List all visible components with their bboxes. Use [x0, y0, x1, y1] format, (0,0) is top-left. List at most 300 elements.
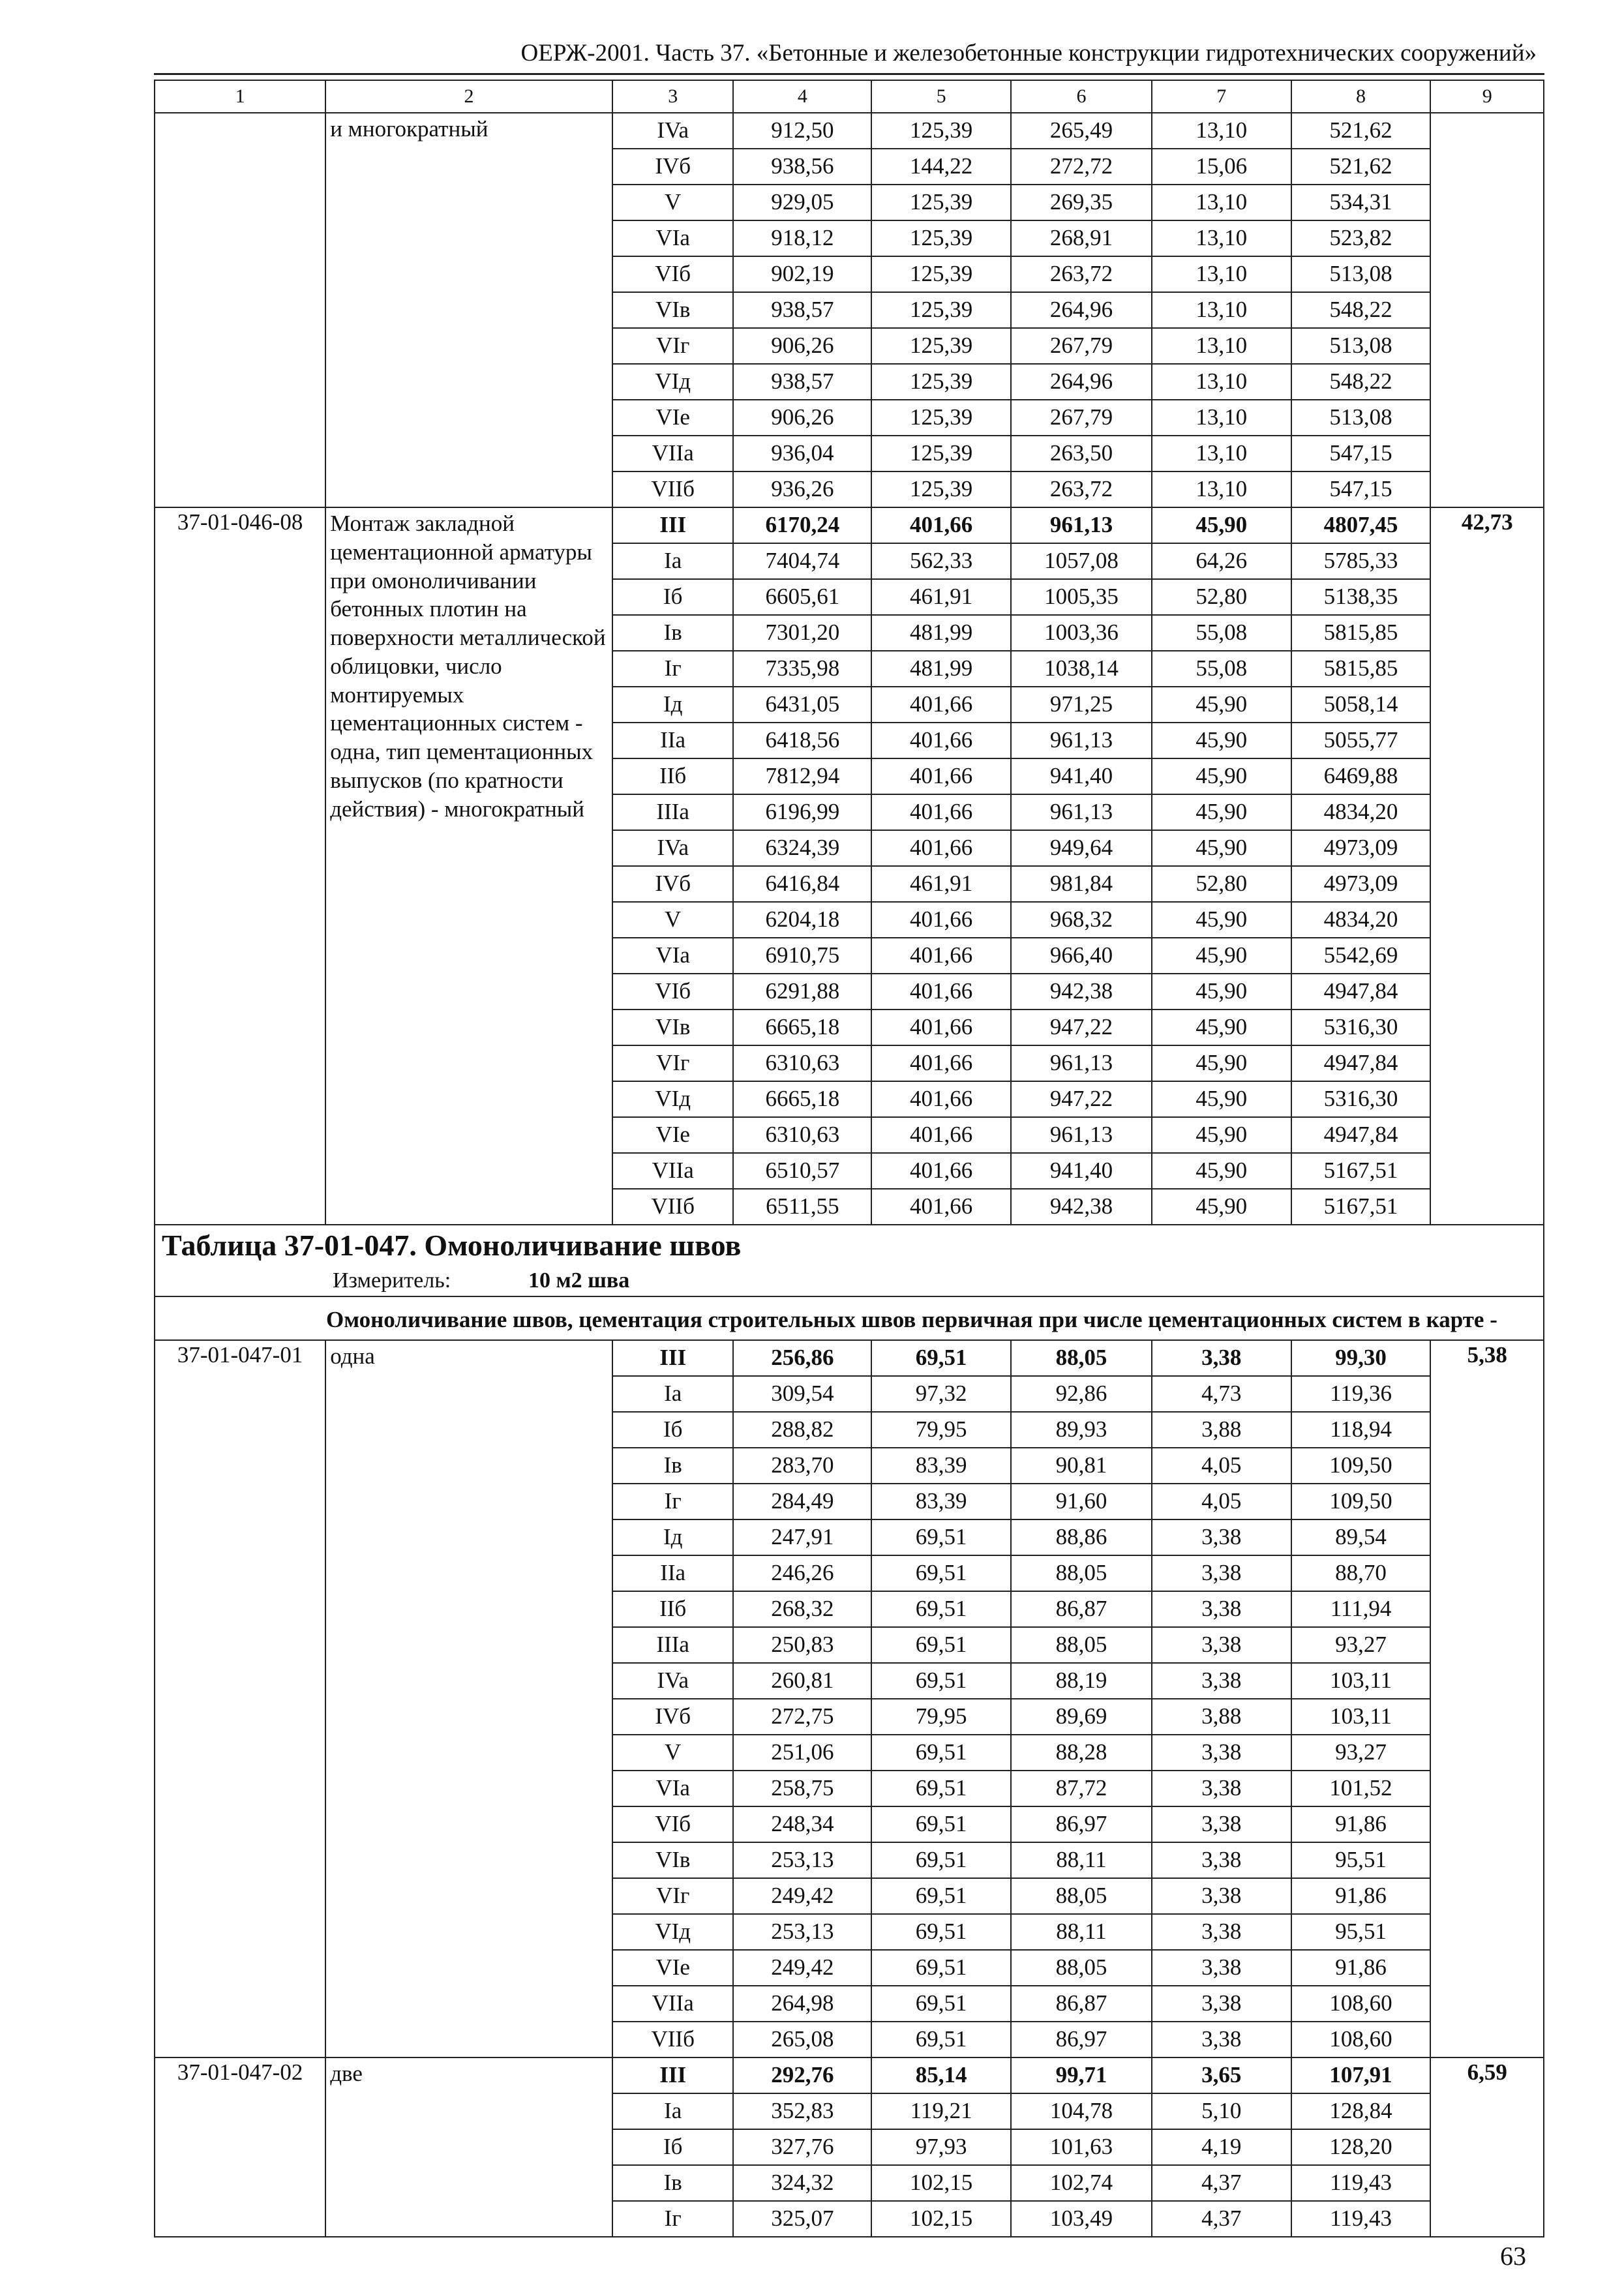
table-cell: 6324,39 — [733, 830, 871, 866]
table-cell: 88,19 — [1011, 1663, 1152, 1699]
table-cell: 3,88 — [1152, 1412, 1291, 1448]
table-cell: 1003,36 — [1011, 615, 1152, 651]
table-cell: 7812,94 — [733, 758, 871, 794]
table-cell: 284,49 — [733, 1484, 871, 1519]
table-cell: Iв — [612, 1448, 734, 1484]
column-number-row — [155, 80, 1544, 113]
table-cell: 5058,14 — [1291, 687, 1431, 723]
table-cell: 69,51 — [871, 1950, 1011, 1986]
table-cell: 3,38 — [1152, 2022, 1291, 2057]
table-cell: 79,95 — [871, 1412, 1011, 1448]
table-cell: 4834,20 — [1291, 902, 1431, 938]
table-cell: 45,90 — [1152, 1081, 1291, 1117]
table-cell: V — [612, 1735, 734, 1771]
table-cell: 5167,51 — [1291, 1153, 1431, 1189]
table-cell: 968,32 — [1011, 902, 1152, 938]
table-cell: 91,60 — [1011, 1484, 1152, 1519]
table-cell: 283,70 — [733, 1448, 871, 1484]
table-cell: VIIб — [612, 2022, 734, 2057]
col-number: 6 — [1011, 80, 1152, 113]
table-cell: 13,10 — [1152, 436, 1291, 471]
table-cell: 45,90 — [1152, 794, 1291, 830]
table-cell: 513,08 — [1291, 400, 1431, 436]
col-number: 3 — [612, 80, 734, 113]
table-cell: 108,60 — [1291, 2022, 1431, 2057]
col-number: 1 — [155, 80, 325, 113]
section-header-row — [155, 1225, 1544, 1296]
table-cell: 69,51 — [871, 1340, 1011, 1376]
meter-value: 10 м2 шва — [528, 1268, 630, 1293]
table-cell: 144,22 — [871, 149, 1011, 185]
table-cell: 128,20 — [1291, 2129, 1431, 2165]
table-cell: 69,51 — [871, 1842, 1011, 1878]
table-cell: 401,66 — [871, 723, 1011, 758]
table-cell: 5138,35 — [1291, 579, 1431, 615]
table-cell: 99,71 — [1011, 2057, 1152, 2093]
table-cell: 325,07 — [733, 2201, 871, 2237]
rate-description: Монтаж закладной цементационной арматуры при омоноличивании бетонных плотин на поверхности металлической облицовки, число монтируемых цементационных систем - одна, тип цементационных выпусков (по кратности действия) - многократный — [325, 507, 612, 1225]
table-cell: 961,13 — [1011, 794, 1152, 830]
rate-code: 37-01-047-01 — [155, 1340, 325, 2057]
table-cell: 6291,88 — [733, 974, 871, 1010]
table-cell: 246,26 — [733, 1555, 871, 1591]
table-cell: III — [612, 2057, 734, 2093]
table-cell: Iб — [612, 579, 734, 615]
table-cell: 547,15 — [1291, 471, 1431, 507]
table-cell: 111,94 — [1291, 1591, 1431, 1627]
table-cell: 3,38 — [1152, 1519, 1291, 1555]
table-cell: 69,51 — [871, 1591, 1011, 1627]
table-cell: 102,15 — [871, 2165, 1011, 2201]
table-cell: 64,26 — [1152, 543, 1291, 579]
table-cell: 45,90 — [1152, 758, 1291, 794]
table-cell: 102,74 — [1011, 2165, 1152, 2201]
table-cell: 3,38 — [1152, 1663, 1291, 1699]
table-cell: VIг — [612, 328, 734, 364]
table-cell: 327,76 — [733, 2129, 871, 2165]
table-cell: 249,42 — [733, 1950, 871, 1986]
rates-table — [154, 80, 1544, 2237]
table-cell: 324,32 — [733, 2165, 871, 2201]
table-cell: IIa — [612, 1555, 734, 1591]
table-row — [155, 507, 1544, 543]
meter — [333, 1269, 1539, 1293]
table-cell: 69,51 — [871, 1771, 1011, 1806]
table-cell: 125,39 — [871, 220, 1011, 256]
table-cell: 401,66 — [871, 974, 1011, 1010]
col-number: 4 — [733, 80, 871, 113]
table-cell: IIб — [612, 758, 734, 794]
table-cell: 15,06 — [1152, 149, 1291, 185]
table-cell: 938,57 — [733, 364, 871, 400]
table-cell: VIa — [612, 220, 734, 256]
table-cell: 6204,18 — [733, 902, 871, 938]
table-cell: IIIa — [612, 1627, 734, 1663]
table-cell: VIб — [612, 256, 734, 292]
table-cell: 3,88 — [1152, 1699, 1291, 1735]
table-cell: 90,81 — [1011, 1448, 1152, 1484]
table-cell: 3,38 — [1152, 1555, 1291, 1591]
table-cell: 69,51 — [871, 1735, 1011, 1771]
table-cell: 88,70 — [1291, 1555, 1431, 1591]
table-cell: 4834,20 — [1291, 794, 1431, 830]
table-cell: 69,51 — [871, 1986, 1011, 2022]
table-cell: VIa — [612, 938, 734, 974]
table-cell: 125,39 — [871, 292, 1011, 328]
table-cell: 3,38 — [1152, 1591, 1291, 1627]
table-cell: 45,90 — [1152, 1117, 1291, 1153]
table-cell: 125,39 — [871, 400, 1011, 436]
table-cell: 936,26 — [733, 471, 871, 507]
table-cell: 947,22 — [1011, 1081, 1152, 1117]
table-cell: 45,90 — [1152, 1153, 1291, 1189]
table-cell: 352,83 — [733, 2093, 871, 2129]
table-cell: 93,27 — [1291, 1735, 1431, 1771]
table-cell: VIб — [612, 974, 734, 1010]
table-cell: 1038,14 — [1011, 651, 1152, 687]
table-cell: 4947,84 — [1291, 1045, 1431, 1081]
table-cell: 941,40 — [1011, 1153, 1152, 1189]
table-cell: 6511,55 — [733, 1189, 871, 1225]
table-cell: 961,13 — [1011, 507, 1152, 543]
table-cell: 401,66 — [871, 507, 1011, 543]
col-number: 2 — [325, 80, 612, 113]
table-cell: 971,25 — [1011, 687, 1152, 723]
table-cell: 4973,09 — [1291, 866, 1431, 902]
table-cell: 272,72 — [1011, 149, 1152, 185]
table-cell: 562,33 — [871, 543, 1011, 579]
table-cell: 5815,85 — [1291, 651, 1431, 687]
table-cell: 5815,85 — [1291, 615, 1431, 651]
table-cell: 912,50 — [733, 113, 871, 149]
table-cell: 265,49 — [1011, 113, 1152, 149]
table-cell: 288,82 — [733, 1412, 871, 1448]
table-cell: 521,62 — [1291, 113, 1431, 149]
group-heading-row — [155, 1296, 1544, 1340]
table-cell: 936,04 — [733, 436, 871, 471]
table-cell: 118,94 — [1291, 1412, 1431, 1448]
table-row — [155, 2057, 1544, 2093]
table-cell: 264,96 — [1011, 364, 1152, 400]
table-cell: 13,10 — [1152, 364, 1291, 400]
table-cell: 267,79 — [1011, 400, 1152, 436]
table-cell: 13,10 — [1152, 292, 1291, 328]
table-cell: 93,27 — [1291, 1627, 1431, 1663]
table-cell: 6418,56 — [733, 723, 871, 758]
table-cell: 265,08 — [733, 2022, 871, 2057]
table-cell: 86,97 — [1011, 1806, 1152, 1842]
table-cell: 4947,84 — [1291, 974, 1431, 1010]
table-cell: 3,38 — [1152, 1950, 1291, 1986]
table-cell: 125,39 — [871, 256, 1011, 292]
table-cell: 481,99 — [871, 651, 1011, 687]
table-cell: 263,72 — [1011, 256, 1152, 292]
table-cell: Iд — [612, 1519, 734, 1555]
table-cell: 5316,30 — [1291, 1010, 1431, 1045]
table-cell: 91,86 — [1291, 1950, 1431, 1986]
table-cell: 918,12 — [733, 220, 871, 256]
table-cell: 45,90 — [1152, 902, 1291, 938]
table-cell: 268,32 — [733, 1591, 871, 1627]
rate-description: и многократный — [325, 113, 612, 507]
table-cell: 949,64 — [1011, 830, 1152, 866]
table-cell: IVa — [612, 1663, 734, 1699]
table-cell: 401,66 — [871, 1045, 1011, 1081]
table-cell: 88,05 — [1011, 1555, 1152, 1591]
table-cell: 88,11 — [1011, 1842, 1152, 1878]
table-cell: 88,05 — [1011, 1878, 1152, 1914]
table-cell: 69,51 — [871, 1627, 1011, 1663]
table-cell: 6416,84 — [733, 866, 871, 902]
table-cell: 5055,77 — [1291, 723, 1431, 758]
table-cell: 947,22 — [1011, 1010, 1152, 1045]
table-cell: 263,72 — [1011, 471, 1152, 507]
group-heading: Омоноличивание швов, цементация строительных швов первичная при числе цементационных систем в карте - — [155, 1296, 1544, 1340]
table-cell: 250,83 — [733, 1627, 871, 1663]
table-cell: 3,38 — [1152, 1986, 1291, 2022]
table-cell: 108,60 — [1291, 1986, 1431, 2022]
table-cell: 97,32 — [871, 1376, 1011, 1412]
table-cell: 125,39 — [871, 471, 1011, 507]
table-cell: 4,37 — [1152, 2165, 1291, 2201]
table-cell: 13,10 — [1152, 328, 1291, 364]
table-cell: 401,66 — [871, 1153, 1011, 1189]
table-cell: 3,38 — [1152, 1340, 1291, 1376]
table-cell: 521,62 — [1291, 149, 1431, 185]
table-cell: 6665,18 — [733, 1010, 871, 1045]
table-cell: 88,86 — [1011, 1519, 1152, 1555]
table-cell: 3,38 — [1152, 1627, 1291, 1663]
table-cell: 256,86 — [733, 1340, 871, 1376]
table-cell: VIв — [612, 292, 734, 328]
table-cell: 101,52 — [1291, 1771, 1431, 1806]
table-cell: VIIб — [612, 471, 734, 507]
table-cell: 95,51 — [1291, 1842, 1431, 1878]
rate-code: 37-01-046-08 — [155, 507, 325, 1225]
rate-total: 42,73 — [1430, 507, 1544, 1225]
table-cell: 938,56 — [733, 149, 871, 185]
table-cell: 45,90 — [1152, 1045, 1291, 1081]
table-cell: 6170,24 — [733, 507, 871, 543]
table-cell: 6665,18 — [733, 1081, 871, 1117]
table-cell: 401,66 — [871, 938, 1011, 974]
table-cell: 264,96 — [1011, 292, 1152, 328]
table-cell: 69,51 — [871, 2022, 1011, 2057]
rate-total: 6,59 — [1430, 2057, 1544, 2237]
table-cell: III — [612, 1340, 734, 1376]
table-cell: 547,15 — [1291, 436, 1431, 471]
table-cell: 13,10 — [1152, 256, 1291, 292]
table-cell: 119,21 — [871, 2093, 1011, 2129]
table-cell: 55,08 — [1152, 651, 1291, 687]
table-cell: VIг — [612, 1045, 734, 1081]
table-cell: VIв — [612, 1842, 734, 1878]
table-cell: 104,78 — [1011, 2093, 1152, 2129]
table-cell: 4947,84 — [1291, 1117, 1431, 1153]
col-number: 9 — [1430, 80, 1544, 113]
table-cell: 125,39 — [871, 113, 1011, 149]
running-header — [154, 37, 1544, 75]
table-cell: 86,97 — [1011, 2022, 1152, 2057]
table-cell: VIд — [612, 1081, 734, 1117]
table-cell: 97,93 — [871, 2129, 1011, 2165]
table-cell: 1057,08 — [1011, 543, 1152, 579]
table-cell: 6469,88 — [1291, 758, 1431, 794]
table-cell: IVa — [612, 830, 734, 866]
table-cell: 3,38 — [1152, 1771, 1291, 1806]
rate-code: 37-01-047-02 — [155, 2057, 325, 2237]
table-cell: 248,34 — [733, 1806, 871, 1842]
table-cell: Iв — [612, 2165, 734, 2201]
table-cell: 101,63 — [1011, 2129, 1152, 2165]
table-cell: 3,38 — [1152, 1842, 1291, 1878]
table-cell: 4973,09 — [1291, 830, 1431, 866]
table-cell: 461,91 — [871, 579, 1011, 615]
table-cell: 91,86 — [1291, 1806, 1431, 1842]
table-cell: 13,10 — [1152, 220, 1291, 256]
table-cell: V — [612, 185, 734, 220]
table-cell: 125,39 — [871, 436, 1011, 471]
table-cell: 88,05 — [1011, 1340, 1152, 1376]
table-title: Таблица 37-01-047. Омоноличивание швов — [162, 1229, 742, 1262]
table-cell: 906,26 — [733, 328, 871, 364]
table-cell: 5785,33 — [1291, 543, 1431, 579]
table-cell: Iв — [612, 615, 734, 651]
table-cell: 88,11 — [1011, 1914, 1152, 1950]
table-cell: 69,51 — [871, 1914, 1011, 1950]
table-cell: 4,73 — [1152, 1376, 1291, 1412]
table-cell: Ia — [612, 543, 734, 579]
table-cell: 87,72 — [1011, 1771, 1152, 1806]
table-row — [155, 113, 1544, 149]
table-cell: 13,10 — [1152, 400, 1291, 436]
table-cell: Iд — [612, 687, 734, 723]
table-cell: 119,43 — [1291, 2165, 1431, 2201]
table-cell: IVб — [612, 866, 734, 902]
table-cell: 966,40 — [1011, 938, 1152, 974]
table-cell: VIг — [612, 1878, 734, 1914]
table-row — [155, 1340, 1544, 1376]
table-cell: 6605,61 — [733, 579, 871, 615]
table-cell: 13,10 — [1152, 113, 1291, 149]
table-cell: 3,38 — [1152, 1914, 1291, 1950]
table-cell: 89,54 — [1291, 1519, 1431, 1555]
table-cell: VIд — [612, 1914, 734, 1950]
table-cell: 45,90 — [1152, 723, 1291, 758]
table-cell: VIб — [612, 1806, 734, 1842]
table-cell: 69,51 — [871, 1663, 1011, 1699]
table-cell: Iб — [612, 1412, 734, 1448]
table-cell: 4,19 — [1152, 2129, 1291, 2165]
table-cell: 401,66 — [871, 902, 1011, 938]
table-cell: 263,50 — [1011, 436, 1152, 471]
table-cell: 109,50 — [1291, 1448, 1431, 1484]
table-cell: 941,40 — [1011, 758, 1152, 794]
table-cell: 69,51 — [871, 1519, 1011, 1555]
table-cell: 125,39 — [871, 328, 1011, 364]
table-cell: IVб — [612, 1699, 734, 1735]
table-cell: 264,98 — [733, 1986, 871, 2022]
table-cell: 69,51 — [871, 1806, 1011, 1842]
table-cell: 52,80 — [1152, 579, 1291, 615]
table-cell: 119,43 — [1291, 2201, 1431, 2237]
table-cell: 128,84 — [1291, 2093, 1431, 2129]
page-number: 63 — [1500, 2241, 1526, 2271]
table-cell: 52,80 — [1152, 866, 1291, 902]
table-cell: 103,11 — [1291, 1663, 1431, 1699]
table-cell: 103,49 — [1011, 2201, 1152, 2237]
table-cell: 69,51 — [871, 1555, 1011, 1591]
table-cell: 79,95 — [871, 1699, 1011, 1735]
table-cell: VIв — [612, 1010, 734, 1045]
table-cell: 4807,45 — [1291, 507, 1431, 543]
table-cell: Iг — [612, 651, 734, 687]
table-cell: IVa — [612, 113, 734, 149]
table-cell: 7301,20 — [733, 615, 871, 651]
table-cell: 268,91 — [1011, 220, 1152, 256]
table-cell: V — [612, 902, 734, 938]
table-cell: 4,05 — [1152, 1448, 1291, 1484]
table-cell: 45,90 — [1152, 830, 1291, 866]
rate-total: 5,38 — [1430, 1340, 1544, 2057]
table-cell: 461,91 — [871, 866, 1011, 902]
table-cell: VIe — [612, 1117, 734, 1153]
table-cell: 7404,74 — [733, 543, 871, 579]
table-cell: 85,14 — [871, 2057, 1011, 2093]
table-cell: 249,42 — [733, 1878, 871, 1914]
table-cell: VIд — [612, 364, 734, 400]
rate-total — [1430, 113, 1544, 507]
table-cell: 5,10 — [1152, 2093, 1291, 2129]
table-cell: 401,66 — [871, 830, 1011, 866]
table-cell: 125,39 — [871, 364, 1011, 400]
table-cell: IIa — [612, 723, 734, 758]
table-cell: 102,15 — [871, 2201, 1011, 2237]
table-cell: 260,81 — [733, 1663, 871, 1699]
table-cell: VIIб — [612, 1189, 734, 1225]
table-cell: 292,76 — [733, 2057, 871, 2093]
table-cell: 86,87 — [1011, 1986, 1152, 2022]
table-cell: 929,05 — [733, 185, 871, 220]
table-cell: 269,35 — [1011, 185, 1152, 220]
table-cell: 513,08 — [1291, 256, 1431, 292]
table-cell: 3,38 — [1152, 1806, 1291, 1842]
table-cell: 961,13 — [1011, 723, 1152, 758]
table-cell: 6310,63 — [733, 1117, 871, 1153]
table-cell: 938,57 — [733, 292, 871, 328]
table-cell: 6510,57 — [733, 1153, 871, 1189]
table-cell: IIIa — [612, 794, 734, 830]
table-cell: 401,66 — [871, 1189, 1011, 1225]
section-header — [155, 1225, 1544, 1296]
table-cell: 83,39 — [871, 1448, 1011, 1484]
table-cell: 961,13 — [1011, 1045, 1152, 1081]
table-cell: 6431,05 — [733, 687, 871, 723]
table-cell: 45,90 — [1152, 938, 1291, 974]
table-cell: 513,08 — [1291, 328, 1431, 364]
table-cell: 902,19 — [733, 256, 871, 292]
col-number: 5 — [871, 80, 1011, 113]
table-cell: 125,39 — [871, 185, 1011, 220]
meter-label: Измеритель: — [333, 1268, 451, 1293]
table-cell: 534,31 — [1291, 185, 1431, 220]
table-cell: 253,13 — [733, 1842, 871, 1878]
table-cell: VIIa — [612, 436, 734, 471]
table-cell: 906,26 — [733, 400, 871, 436]
table-cell: 4,37 — [1152, 2201, 1291, 2237]
table-cell: 5167,51 — [1291, 1189, 1431, 1225]
table-cell: 267,79 — [1011, 328, 1152, 364]
